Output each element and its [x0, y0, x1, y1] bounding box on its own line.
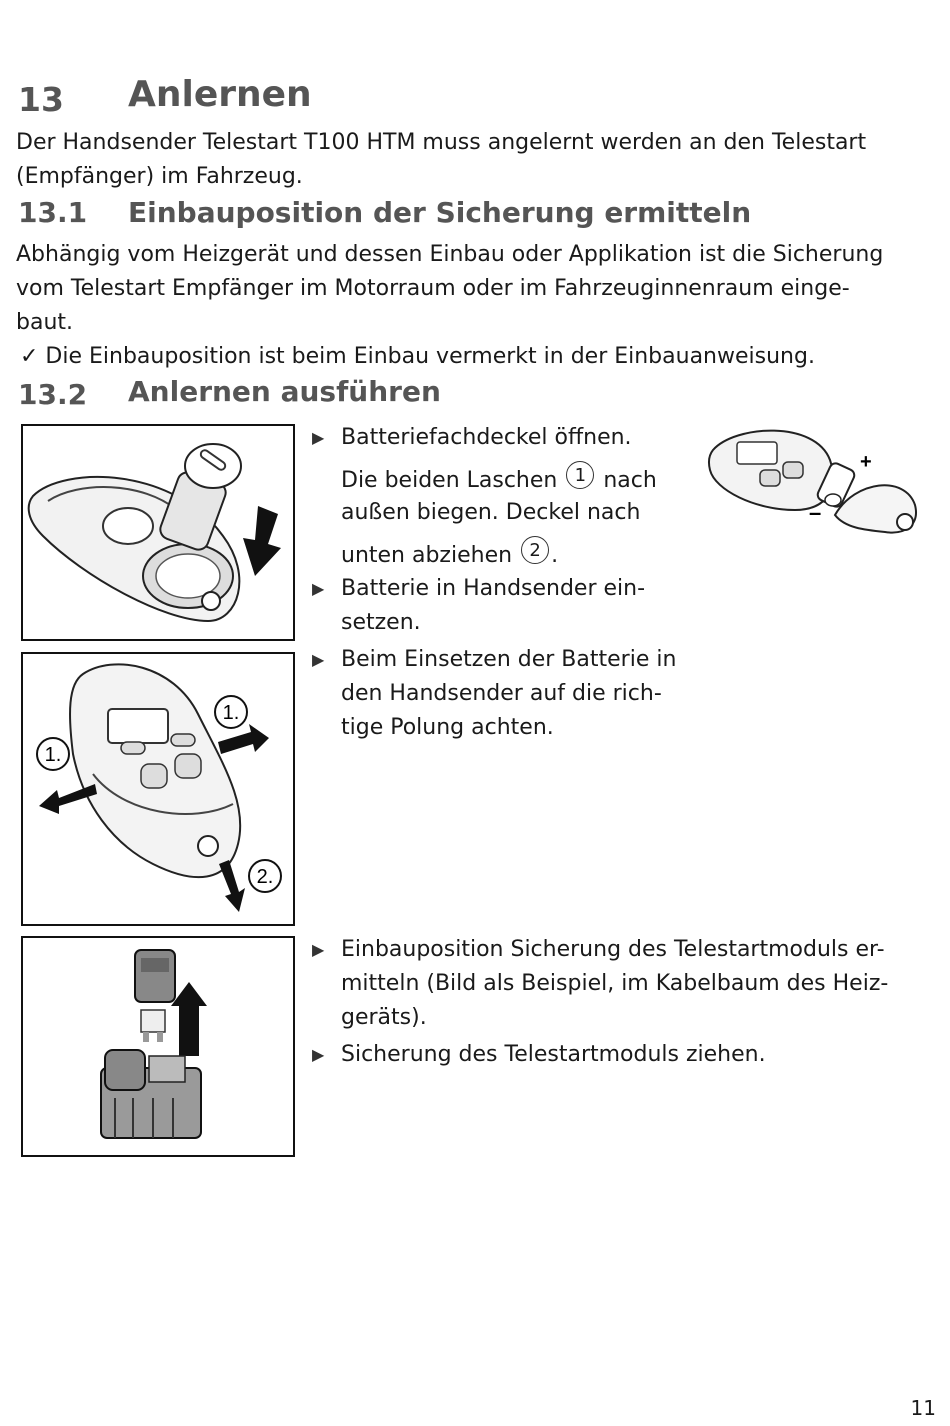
bullet-triangle-icon: ▶	[312, 428, 325, 447]
battery-minus-sign: –	[809, 500, 822, 525]
marker-1-icon: 1	[566, 461, 594, 489]
step-line: setzen.	[341, 610, 421, 635]
section-title: Einbauposition der Sicherung ermitteln	[128, 196, 752, 229]
battery-plus-sign: +	[860, 451, 872, 473]
step-text: nach	[603, 468, 657, 493]
check-note: ✓ Die Einbauposition ist beim Einbau vermerkt in der Einbauanweisung.	[20, 344, 815, 369]
step-line: tige Polung achten.	[341, 715, 554, 740]
cover-label-bottom: 2.	[256, 866, 274, 888]
fuse-illustration	[23, 938, 293, 1155]
step-open-cover	[312, 421, 712, 581]
step-line: Einbauposition Sicherung des Telestartmoduls er-	[341, 937, 885, 962]
section-number: 13.1	[18, 196, 88, 229]
remote-tabs-illustration	[23, 654, 293, 924]
step-pull-fuse	[312, 1038, 932, 1074]
section-number: 13.2	[18, 378, 88, 411]
step-locate-fuse	[312, 933, 932, 1037]
step-text: Die beiden Laschen	[341, 468, 558, 493]
section-13-1-heading	[0, 196, 950, 236]
step-line: Batterie in Handsender ein-	[341, 576, 646, 601]
intro-line: Der Handsender Telestart T100 HTM muss angelernt werden an den Telestart	[16, 130, 867, 155]
position-line: baut.	[16, 310, 74, 335]
figure-bend-tabs	[21, 652, 295, 926]
section-13-2-heading	[0, 375, 950, 415]
remote-cover-illustration	[23, 426, 293, 639]
tab-label-left: 1.	[44, 744, 62, 766]
position-paragraph	[16, 238, 936, 340]
figure-fuse	[21, 936, 295, 1157]
step-line-with-marker	[341, 536, 558, 573]
step-text: unten abziehen	[341, 543, 513, 568]
step-line: geräts).	[341, 1005, 427, 1030]
step-insert-battery	[312, 572, 712, 642]
step-line: den Handsender auf die rich-	[341, 681, 662, 706]
section-title: Anlernen	[128, 74, 312, 115]
battery-insert-illustration	[705, 420, 930, 550]
intro-paragraph	[16, 126, 936, 194]
step-line: Batteriefachdeckel öffnen.	[341, 425, 632, 450]
bullet-triangle-icon: ▶	[312, 940, 325, 959]
step-line-with-marker	[341, 461, 657, 498]
step-polarity	[312, 643, 712, 747]
page-number: 11	[910, 1396, 936, 1420]
figure-open-cover	[21, 424, 295, 641]
bullet-triangle-icon: ▶	[312, 1045, 325, 1064]
intro-line: (Empfänger) im Fahrzeug.	[16, 164, 303, 189]
step-text: .	[551, 543, 559, 568]
tab-label-right: 1.	[222, 702, 240, 724]
section-13-heading	[0, 74, 950, 124]
step-line: Sicherung des Telestartmoduls ziehen.	[341, 1042, 766, 1067]
step-line: außen biegen. Deckel nach	[341, 500, 641, 525]
section-title: Anlernen ausführen	[128, 375, 441, 408]
marker-2-icon: 2	[521, 536, 549, 564]
step-line: Beim Einsetzen der Batterie in	[341, 647, 677, 672]
bullet-triangle-icon: ▶	[312, 650, 325, 669]
position-line: vom Telestart Empfänger im Motorraum oder im Fahrzeuginnenraum einge-	[16, 276, 850, 301]
position-line: Abhängig vom Heizgerät und dessen Einbau oder Applikation ist die Sicherung	[16, 242, 884, 267]
section-number: 13	[18, 80, 64, 119]
step-line: mitteln (Bild als Beispiel, im Kabelbaum des Heiz-	[341, 971, 889, 996]
bullet-triangle-icon: ▶	[312, 579, 325, 598]
